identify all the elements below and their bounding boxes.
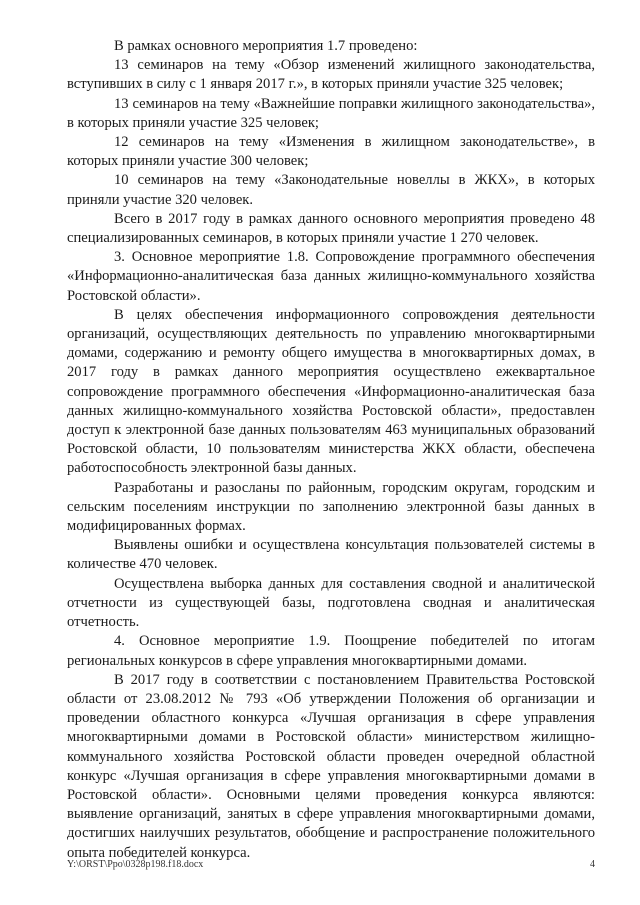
paragraph-4: 12 семинаров на тему «Изменения в жилищном законодательстве», в которых приняли участие 300 человек; <box>67 134 595 170</box>
paragraph-8: В целях обеспечения информационного сопровождения деятельности организаций, осуществляющих деятельность по управлению многоквартирными домами, содержанию и ремонту общего имущества в многоквартирных домах, в 2017 году в рамках данного мероприятия осуществлено ежеквартальное сопровождение программного обеспечения «Информационно-аналитическая база данных жилищно-коммунального хозяйства Ростовской области», предоставлен доступ к электронной базе данных пользователям 463 муниципальных образований Ростовской области, 10 пользователям министерства ЖКХ области, обеспечена работоспособность электронной базы данных. <box>67 306 595 477</box>
paragraph-5: 10 семинаров на тему «Законодательные новеллы в ЖКХ», в которых приняли участие 320 человек. <box>67 172 595 208</box>
paragraph-10: Выявлены ошибки и осуществлена консультация пользователей системы в количестве 470 человек. <box>67 537 595 573</box>
paragraph-9: Разработаны и разосланы по районным, городским округам, городским и сельским поселениям инструкции по заполнению электронной базы данных в модифицированных формах. <box>67 479 595 535</box>
page-number: 4 <box>590 859 595 870</box>
footer-file-path: Y:\ORST\Ppo\0328p198.f18.docx <box>67 859 204 870</box>
paragraph-3: 13 семинаров на тему «Важнейшие поправки жилищного законодательства», в которых приняли участие 325 человек; <box>67 95 595 131</box>
paragraph-6: Всего в 2017 году в рамках данного основного мероприятия проведено 48 специализированных семинаров, в которых приняли участие 1 270 человек. <box>67 210 595 247</box>
paragraph-7: 3. Основное мероприятие 1.8. Сопровождение программного обеспечения «Информационно-аналитическая база данных жилищно-коммунального хозяйства Ростовской области». <box>67 249 595 304</box>
paragraph-12: 4. Основное мероприятие 1.9. Поощрение победителей по итогам региональных конкурсов в сфере управления многоквартирными домами. <box>67 633 595 669</box>
paragraph-11: Осуществлена выборка данных для составления сводной и аналитической отчетности из существующей базы, подготовлена сводная и аналитическая отчетность. <box>67 575 595 631</box>
document-body <box>67 37 595 863</box>
paragraph-2: 13 семинаров на тему «Обзор изменений жилищного законодательства, вступивших в силу с 1 января 2017 г.», в которых приняли участие 325 человек; <box>67 57 595 93</box>
paragraph-1: В рамках основного мероприятия 1.7 проведено: <box>114 38 418 54</box>
paragraph-13: В 2017 году в соответствии с постановлением Правительства Ростовской области от 23.08.2012 № 793 «Об утверждении Положения об организации и проведении областного конкурса «Лучшая организация в сфере управления многоквартирными домами в Ростовской области» министерством жилищно-коммунального хозяйства Ростовской области проведен очередной областной конкурс «Лучшая организация в сфере управления многоквартирными домами в Ростовской области». Основными целями проведения конкурса являются: выявление организаций, занятых в сфере управления многоквартирными домами, достигших наилучших результатов, обобщение и распространение положительного опыта победителей конкурса. <box>67 671 595 861</box>
